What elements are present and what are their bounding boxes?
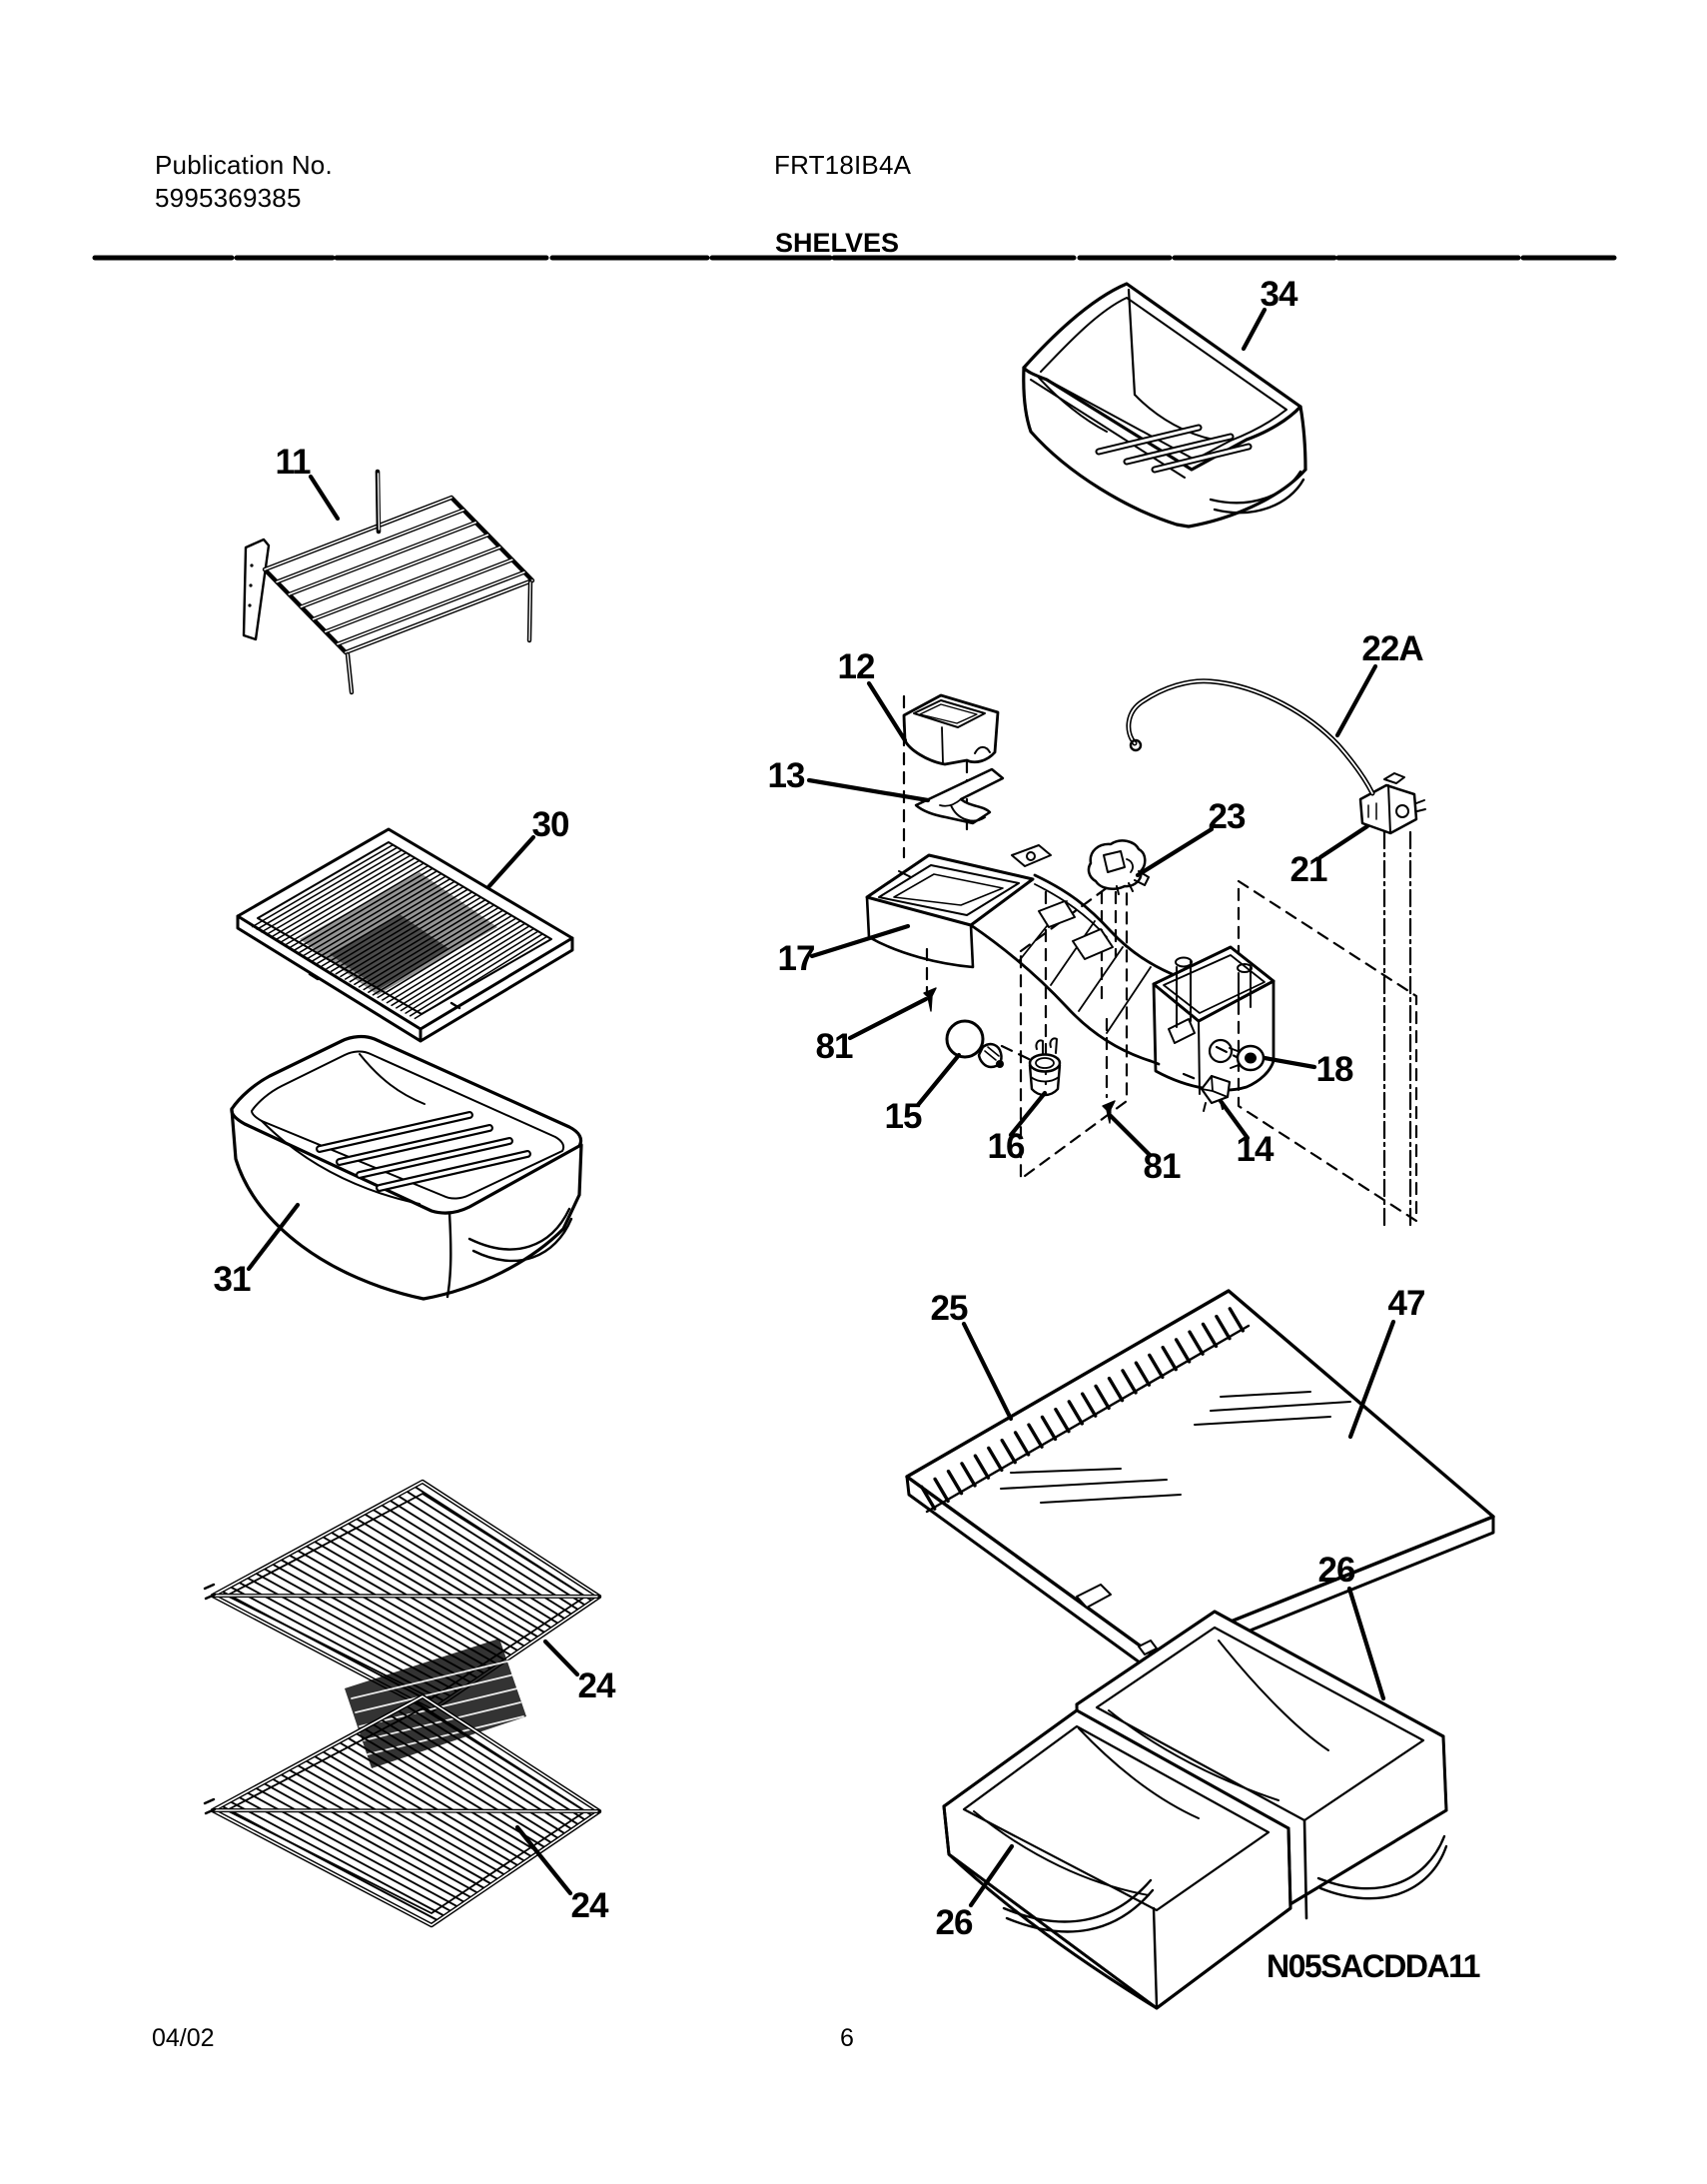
leader-13 xyxy=(809,780,928,800)
part-11-wire-shelf xyxy=(244,472,532,692)
footer-page-number: 6 xyxy=(840,2024,854,2052)
callout-30: 30 xyxy=(531,805,569,844)
callout-34: 34 xyxy=(1260,275,1297,314)
callout-11: 11 xyxy=(275,443,311,482)
leader-25 xyxy=(964,1324,1011,1419)
diagram-code: N05SACDDA11 xyxy=(1267,1948,1479,1984)
callout-12: 12 xyxy=(837,647,875,686)
leader-22A xyxy=(1337,666,1375,735)
footer-date: 04/02 xyxy=(152,2024,215,2052)
leader-26-right xyxy=(1349,1589,1383,1698)
leader-11 xyxy=(311,477,338,519)
callout-23: 23 xyxy=(1208,797,1246,836)
leader-12 xyxy=(869,683,905,740)
leader-34 xyxy=(1244,310,1265,349)
callout-31: 31 xyxy=(213,1260,251,1299)
part-11-wires xyxy=(277,510,524,643)
callout-13: 13 xyxy=(767,756,805,795)
callout-24-lower: 24 xyxy=(570,1886,608,1925)
part-34-basket xyxy=(1024,284,1305,527)
publication-label: Publication No. xyxy=(155,150,333,180)
centerline-dash-dot xyxy=(1384,832,1410,1225)
callout-26-left: 26 xyxy=(935,1903,973,1942)
part-30-shelf xyxy=(238,829,572,1041)
callout-16: 16 xyxy=(987,1127,1025,1166)
part-12-cup xyxy=(904,695,998,764)
leader-17 xyxy=(812,926,908,956)
model-number: FRT18IB4A xyxy=(774,150,912,180)
callout-81-upper: 81 xyxy=(815,1027,853,1066)
callout-26-right: 26 xyxy=(1317,1551,1355,1590)
part-25-47-glass-shelf xyxy=(907,1291,1493,1670)
part-31-crisper-pan xyxy=(232,1037,581,1299)
section-title: SHELVES xyxy=(774,228,900,258)
leader-23 xyxy=(1138,829,1212,875)
callout-14: 14 xyxy=(1236,1130,1274,1169)
callout-15: 15 xyxy=(884,1097,922,1136)
callout-47: 47 xyxy=(1387,1284,1425,1323)
part-18-grommet xyxy=(1230,1046,1264,1070)
leader-15 xyxy=(918,1055,959,1105)
part-13-bracket xyxy=(916,769,1003,823)
part-21-thermostat-switch xyxy=(1360,773,1425,833)
callout-18: 18 xyxy=(1315,1050,1353,1089)
leader-81-upper xyxy=(850,999,926,1038)
leader-30 xyxy=(488,837,533,887)
callout-81-lower: 81 xyxy=(1143,1147,1181,1186)
leader-24-upper xyxy=(545,1641,577,1674)
part-22A-capillary-tube xyxy=(1129,681,1372,793)
part-11-wire-highlights xyxy=(277,510,524,643)
publication-number: 5995369385 xyxy=(155,183,302,213)
leader-21 xyxy=(1320,826,1367,857)
part-23-roller xyxy=(1089,840,1149,894)
callout-24-upper: 24 xyxy=(577,1666,615,1705)
callout-21: 21 xyxy=(1289,850,1327,889)
callout-22A: 22A xyxy=(1361,629,1423,668)
callout-17: 17 xyxy=(777,939,815,978)
callout-25: 25 xyxy=(930,1289,968,1328)
